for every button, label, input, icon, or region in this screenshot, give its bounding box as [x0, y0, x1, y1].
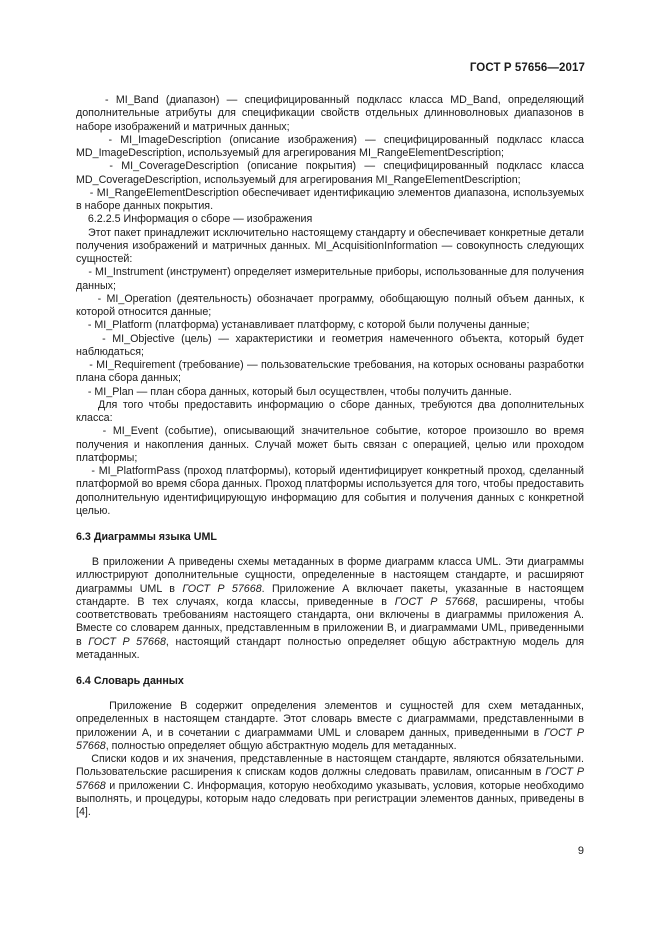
- text-run: , расширены, чтобы соответствовать требованиям настоящего стандарта, они включены в диаграммы приложения А. Вместе со словарем данных, представленным в приложении В, и диаграммами UML, приведенными в: [76, 595, 585, 648]
- text-run: , настоящий стандарт полностью определяет общую абстрактную модель для метаданных.: [76, 635, 585, 661]
- text-run: Приложение В содержит определения элементов и сущностей для схем метаданных, определенных в настоящем стандарте. Этот словарь вместе с диаграммами, представленными в приложении А, и в сочетании с диаграммами UML и словарем данных, приведенными в: [76, 700, 584, 739]
- paragraph: Этот пакет принадлежит исключительно настоящему стандарту и обеспечивает конкретные детали получения изображений и матричных данных. MI_AcquisitionInformation — совокупность следующих сущностей:: [76, 226, 584, 265]
- page-number: 9: [577, 845, 584, 857]
- page-body: [76, 94, 584, 819]
- text-run: и приложении С. Информация, которую необходимо указывать, условия, которые необходимо выполнять, и процедуры, которым надо следовать при регистрации элементов данных, приведены в [4].: [76, 779, 584, 818]
- list-item: - MI_CoverageDescription (описание покрытия) — специфицированный подкласс класса MD_CoverageDescription, используемый для агрегирования MI_RangeElementDescription;: [76, 160, 584, 186]
- list-item: - MI_Platform (платформа) устанавливает платформу, с которой были получены данные;: [76, 319, 530, 332]
- standard-reference-link: ГОСТ Р 57668: [394, 595, 476, 608]
- list-item: - MI_PlatformPass (проход платформы), который идентифицирует конкретный проход, сделанный платформой во время сбора данных. Проход платформы используется для того, чтобы предоставить дополнительную идентифицирующую информацию для события и получения данных с конкретной целью.: [76, 465, 584, 517]
- paragraph-uml: [76, 556, 584, 662]
- document-code-header: ГОСТ Р 57656—2017: [469, 62, 585, 74]
- paragraph-code-lists: [76, 753, 584, 819]
- section-heading-6-4: 6.4 Словарь данных: [76, 675, 184, 687]
- list-item: - MI_Event (событие), описывающий значительное событие, которое произошло во время получения и накопления данных. Случай может быть связан с операцией, целью или проходом платформы;: [76, 425, 584, 464]
- acquisition-list: [76, 94, 584, 518]
- standard-reference-link: ГОСТ Р 57668: [88, 635, 166, 648]
- standard-reference-link: ГОСТ Р 57668: [76, 766, 584, 792]
- list-item: - MI_RangeElementDescription обеспечивает идентификацию элементов диапазона, используемых в наборе данных покрытия.: [76, 186, 584, 212]
- text-run: В приложении А приведены схемы метаданных в форме диаграмм класса UML. Эти диаграммы иллюстрируют дополнительные сущности, определенные в настоящем стандарте, и расширяют диаграммы UML в: [76, 556, 584, 595]
- standard-reference-link: ГОСТ Р 57668: [76, 726, 584, 752]
- standard-reference-link: ГОСТ Р 57668: [182, 582, 262, 595]
- paragraph: Для того чтобы предоставить информацию о сборе данных, требуются два дополнительных класса:: [76, 398, 584, 424]
- text-run: Списки кодов и их значения, представленные в настоящем стандарте, являются обязательными. Пользовательские расширения к спискам кодов должны следовать правилам, описанным в: [76, 753, 584, 779]
- list-item: - MI_Instrument (инструмент) определяет измерительные приборы, использованные для получения данных;: [76, 266, 584, 292]
- section-heading-6-3: 6.3 Диаграммы языка UML: [76, 531, 217, 543]
- list-item: - MI_Band (диапазон) — специфицированный подкласс класса MD_Band, определяющий дополнительные атрибуты для спецификации свойств отдельных длинноволновых диапазонов в наборе изображений и матричных данных;: [76, 94, 584, 133]
- paragraph-dictionary: [76, 700, 584, 753]
- list-item: - MI_ImageDescription (описание изображения) — специфицированный подкласс класса MD_ImageDescription, используемый для агрегирования MI_RangeElementDescription;: [76, 133, 584, 159]
- text-run: . Приложение А включает пакеты, указанные в настоящем стандарте. В тех случаях, когда классы, приведенные в: [76, 582, 584, 608]
- list-item: - MI_Requirement (требование) — пользовательские требования, на которых основаны разработки плана сбора данных;: [76, 359, 584, 385]
- list-item: - MI_Objective (цель) — характеристики и геометрия намеченного объекта, который будет наблюдаться;: [76, 332, 584, 358]
- list-item: - MI_Plan — план сбора данных, который был осуществлен, чтобы получить данные.: [76, 385, 512, 398]
- subsection-title: 6.2.2.5 Информация о сборе — изображения: [76, 213, 313, 226]
- list-item: - MI_Operation (деятельность) обозначает программу, обобщающую полный объем данных, к которой относится данные;: [76, 292, 584, 318]
- text-run: , полностью определяет общую абстрактную модель для метаданных.: [105, 739, 457, 752]
